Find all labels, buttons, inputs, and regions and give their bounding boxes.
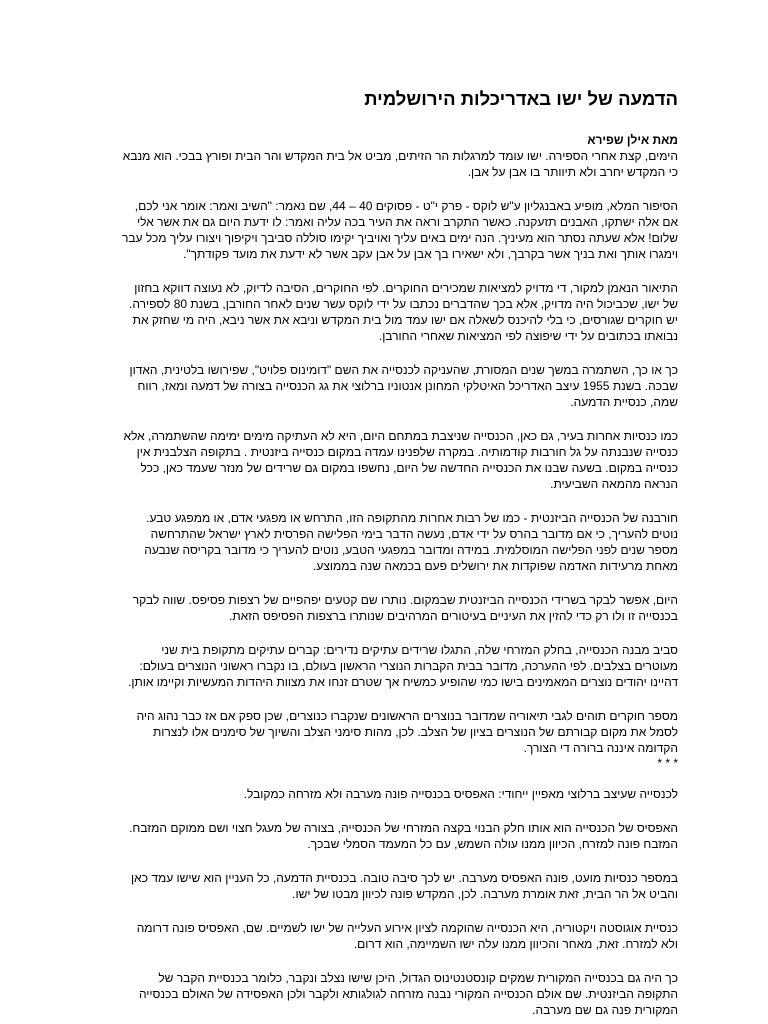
paragraph: לכנסייה שעיצב ברלוצי מאפיין ייחודי: האפסיס בכנסייה פונה מערבה ולא מזרחה כמקובל. — [243, 787, 678, 802]
paragraph: כך או כך, השתמרה במשך שנים המסורת, שהעניקה לכנסייה את השם "דומינוס פלויט", שפירושו בלטינית, האדון שבכה. בשנת 1955 עיצב האדריכל האיטלקי המחונן אנטוניו ברלוצי את גג הכנסייה בצורה של דמעה ומאז, רווח שמה, כנסיית הדמעה. — [129, 363, 678, 410]
paragraph: כמו כנסיות אחרות בעיר, גם כאן, הכנסייה שניצבת במתחם היום, היא לא העתיקה מימים ימימה שהשתמרה, אלא כנסייה שנבנתה על גל חורבות קודמותיה. במקרה שלפנינו עמדה במקום כנסייה ביזנטית . בתקופה הצלבנית אין כנסייה במקום. בשעה שבנו את הכנסייה החדשה של היום, נחשפו במקום גם שרידים של מנזר שעמד כאן, ככל הנראה מהמאה השביעית. — [123, 429, 678, 492]
paragraph: מספר חוקרים תוהים לגבי תיאוריה שמדובר בנוצרים הראשונים שנקברו כנוצרים, שכן ספק אם אז כבר נהוג היה לסמל את מקום קבורתם של הנוצרים בציון של הצלב. לכן, מהות סימני הצלב והשיוך של סימנים אלו לנצרות הקדומה איננה ברורה די הצורך. — [136, 709, 678, 756]
paragraph: הסיפור המלא, מופיע באבנגליון ע"ש לוקס - פרק י"ט - פסוקים 40 – 44, שם נאמר: "השיב ואמר: אומר אני לכם, אם אלה ישתקו, האבנים תזעקנה. כאשר התקרב וראה את העיר בכה עליה ואמר: לו ידעת היום גם את אשר אלי שלום! אלא שעתה נסתר הוא מעיניך. הנה ימים באים עליך ואויביך יקימו סוללה סביבך ויקיפוך ויצורו עליך מכל עבר וימגרו אותך ואת בניך אשר בקרבך, ולא ישאירו בך אבן על אבן עקב אשר לא ידעת את מועד פקודתך". — [121, 199, 678, 262]
paragraph: חורבנה של הכנסייה הביזנטית - כמו של רבות אחרות מהתקופה הזו, התרחש או מפגעי אדם, או ממפגע טבע. נוטים להעריך, כי אם מדובר בהרס על ידי אדם, נעשה הדבר בימי הפלישה הפרסית לארץ ישראל שהתרחשה מספר שנים לפני הפלישה המוסלמית. במידה ומדובר במפגעי הטבע, נוטים להעריך כי מדובר בקריסה שנבעה מאחת מרעידות האדמה שפוקדות את ירושלים פעם בכמאה שנה בממוצע. — [144, 511, 678, 574]
paragraph: הימים, קצת אחרי הספירה. ישו עומד למרגלות הר הזיתים, מביט אל בית המקדש והר הבית ופורץ בבכי. הוא מנבא כי המקדש יחרב ולא תיוותר בו אבן על אבן. — [122, 149, 678, 180]
paragraph: במספר כנסיות מועט, פונה האפסיס מערבה. יש לכך סיבה טובה. בכנסיית הדמעה, כל העניין הוא שישו עמד כאן והביט אל הר הבית, זאת אומרת מערבה. לכן, המקדש פונה לכיוון מבטו של ישו. — [131, 871, 678, 902]
paragraph: היום, אפשר לבקר בשרידי הכנסייה הביזנטית שבמקום. נותרו שם קטעים יפהפיים של רצפות פסיפס. שווה לבקר בכנסייה זו ולו רק כדי להזין את העיניים בעיטורים המרהיבים שנותרו ברצפות הפסיפס הזאת. — [132, 593, 678, 624]
paragraph: כנסיית אוגוסטה ויקטוריה, היא הכנסייה שהוקמה לציון אירוע העלייה של ישו לשמיים. שם, האפסיס פונה דרומה ולא למזרח. זאת, מאחר והכיוון ממנו עלה ישו השמיימה, הוא דרום. — [136, 921, 678, 952]
paragraph: האפסיס של הכנסייה הוא אותו חלק הבנוי בקצה המזרחי של הכנסייה, בצורה של מעגל חצוי ושם ממוקם המזבח. המזבח פונה למזרח, הכיוון ממנו עולה השמש, עם כל המעמד הסמלי שבכך. — [129, 821, 678, 852]
paragraph: כך היה גם בכנסייה המקורית שמקים קונסטנטינוס הגדול, היכן שישו נצלב ונקבר, כלומר בכנסיית הקבר של התקופה הביזנטית. שם אולם הכנסייה המקורי נבנה מזרחה לגולגותא ולקבר ולכן האפסידה של האולם בכנסייה המקורית פנה גם שם מערבה. — [138, 971, 678, 1018]
author-byline: מאת אילן שפירא — [587, 133, 678, 148]
paragraph: התיאור הנאמן למקור, די מדויק למציאות שמכירים החוקרים. לפי החוקרים, הסיבה לדיוק, לא נעוצה דווקא בחזון של ישו, שכביכול היה מדויק, אלא בכך שהדברים נכתבו על ידי לוקס עשר שנים לאחר החורבן, בשנת 80 לספירה. יש חוקרים שגורסים, כי בלי להיכנס לשאלה אם ישו עמד מול בית המקדש וניבא את אשר ניבא, היה מי שחזק את נבואתו בכתובים על ידי שיפוצה לפי המציאות שאחרי החורבן. — [129, 281, 678, 344]
page-title: הדמעה של ישו באדריכלות הירושלמית — [364, 88, 678, 109]
section-separator: * * * — [657, 756, 678, 771]
paragraph: סביב מבנה הכנסייה, בחלק המזרחי שלה, התגלו שרידים עתיקים נדירים: קברים עתיקים מתקופת בית שני מעוטרים בצלבים. לפי ההערכה, מדובר בבית הקברות הנוצרי הראשון בעולם, בו נקברו ראשוני הנוצרים בעולם: דהיינו יהודים נוצרים המאמינים בישו כמי שהופיע כמשיח אך שטרם זנחו את מצוות היהדות המעשיות וקיימו אותן. — [128, 643, 678, 690]
